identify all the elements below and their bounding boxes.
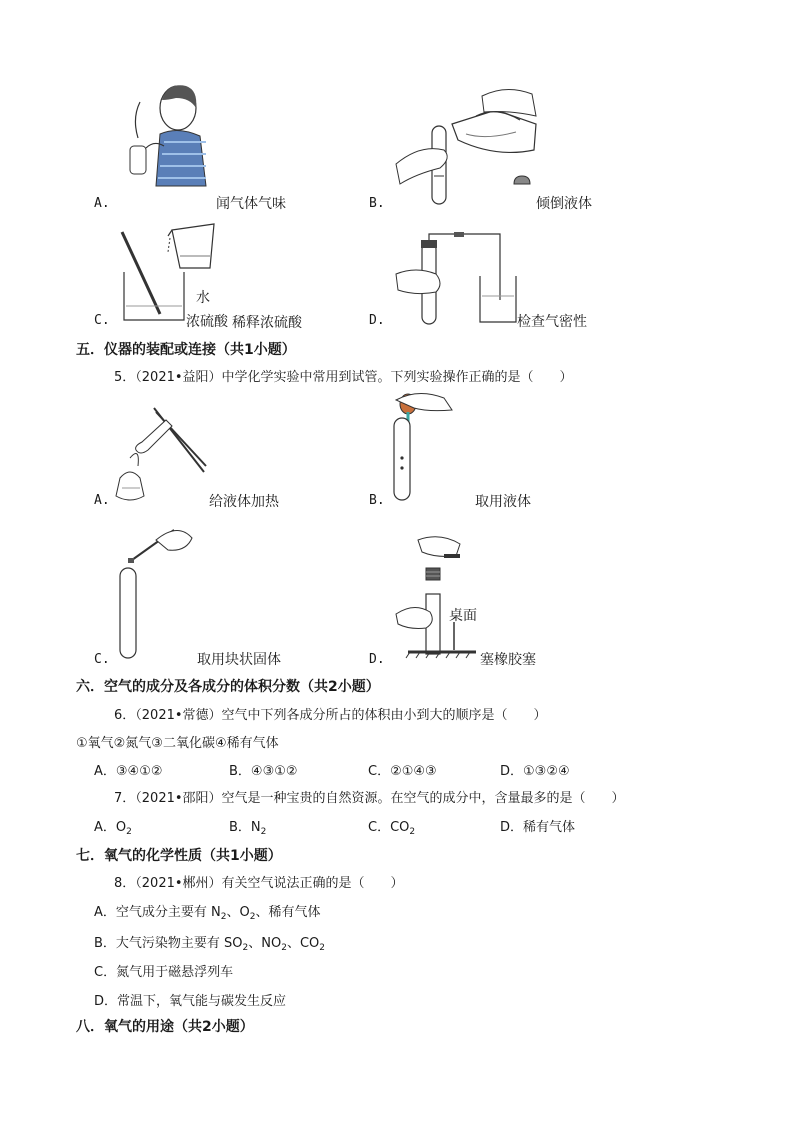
- q8-option-b: B．大气污染物主要有 $SO_2$、$NO_2$、$CO_2$: [94, 936, 326, 953]
- q5-option-a-letter: A.: [94, 493, 110, 508]
- q5-option-c-caption: 取用块状固体: [197, 652, 281, 668]
- q4-option-b-caption: 倾倒液体: [536, 196, 592, 212]
- q5-stem: 5．（2021•益阳）中学化学实验中常用到试管。下列实验操作正确的是（ ）: [114, 370, 573, 385]
- figure-dropper: [388, 392, 462, 504]
- figure-heat-liquid: [116, 406, 212, 508]
- section-6-heading: 六．空气的成分及各成分的体积分数（共2小题）: [76, 679, 380, 695]
- q5-d-label-table: 桌面: [449, 608, 477, 624]
- q8-option-c: C．氮气用于磁悬浮列车: [94, 965, 234, 980]
- q4-option-a-letter: A.: [94, 196, 110, 211]
- q4-c-label-water: 水: [196, 290, 210, 306]
- q7-option-b: B．$N_2$: [229, 820, 267, 837]
- figure-insert-stopper: [396, 532, 496, 658]
- q8-stem: 8．（2021•郴州）有关空气说法正确的是（ ）: [114, 876, 404, 891]
- q4-option-b-letter: B.: [369, 196, 385, 211]
- q7-option-c: C．$CO_2$: [368, 820, 416, 837]
- q6-option-d: D．①③②④: [500, 764, 570, 779]
- section-7-heading: 七．氧气的化学性质（共1小题）: [76, 848, 282, 864]
- q4-option-d-caption: 检查气密性: [517, 314, 587, 330]
- figure-tweezers-solid: [116, 522, 198, 662]
- figure-pour-liquid: [396, 80, 546, 205]
- q4-option-c-caption: 稀释浓硫酸: [232, 315, 302, 331]
- q5-option-a-caption: 给液体加热: [209, 494, 279, 510]
- q6-option-a: A．③④①②: [94, 764, 163, 779]
- q7-stem: 7．（2021•邵阳）空气是一种宝贵的自然资源。在空气的成分中，含量最多的是（ ）: [114, 791, 625, 806]
- figure-dilute-acid: [118, 222, 228, 324]
- q7-option-a: A．$O_2$: [94, 820, 132, 837]
- q7-option-d: D．稀有气体: [500, 820, 576, 835]
- q4-c-label-acid: 浓硫酸: [186, 314, 228, 330]
- q5-option-d-caption: 塞橡胶塞: [480, 652, 536, 668]
- q4-option-a-caption: 闻气体气味: [216, 196, 286, 212]
- q4-option-d-letter: D.: [369, 313, 385, 328]
- q6-option-c: C．②①④③: [368, 764, 437, 779]
- q5-option-c-letter: C.: [94, 652, 110, 667]
- q4-option-c-letter: C.: [94, 313, 110, 328]
- q6-stem: 6．（2021•常德）空气中下列各成分所占的体积由小到大的顺序是（ ）: [114, 708, 547, 723]
- q6-items-line: ①氧气②氮气③二氧化碳④稀有气体: [76, 736, 279, 751]
- section-5-heading: 五．仪器的装配或连接（共1小题）: [76, 342, 296, 358]
- figure-smell-gas: [120, 78, 220, 188]
- q8-option-a: A．空气成分主要有 $N_2$、$O_2$、稀有气体: [94, 905, 321, 922]
- q5-option-b-caption: 取用液体: [475, 494, 531, 510]
- q5-option-b-letter: B.: [369, 493, 385, 508]
- q6-option-b: B．④③①②: [229, 764, 298, 779]
- section-8-heading: 八．氧气的用途（共2小题）: [76, 1019, 254, 1035]
- figure-check-airtight: [396, 230, 516, 326]
- q8-option-d: D．常温下，氧气能与碳发生反应: [94, 994, 287, 1009]
- q5-option-d-letter: D.: [369, 652, 385, 667]
